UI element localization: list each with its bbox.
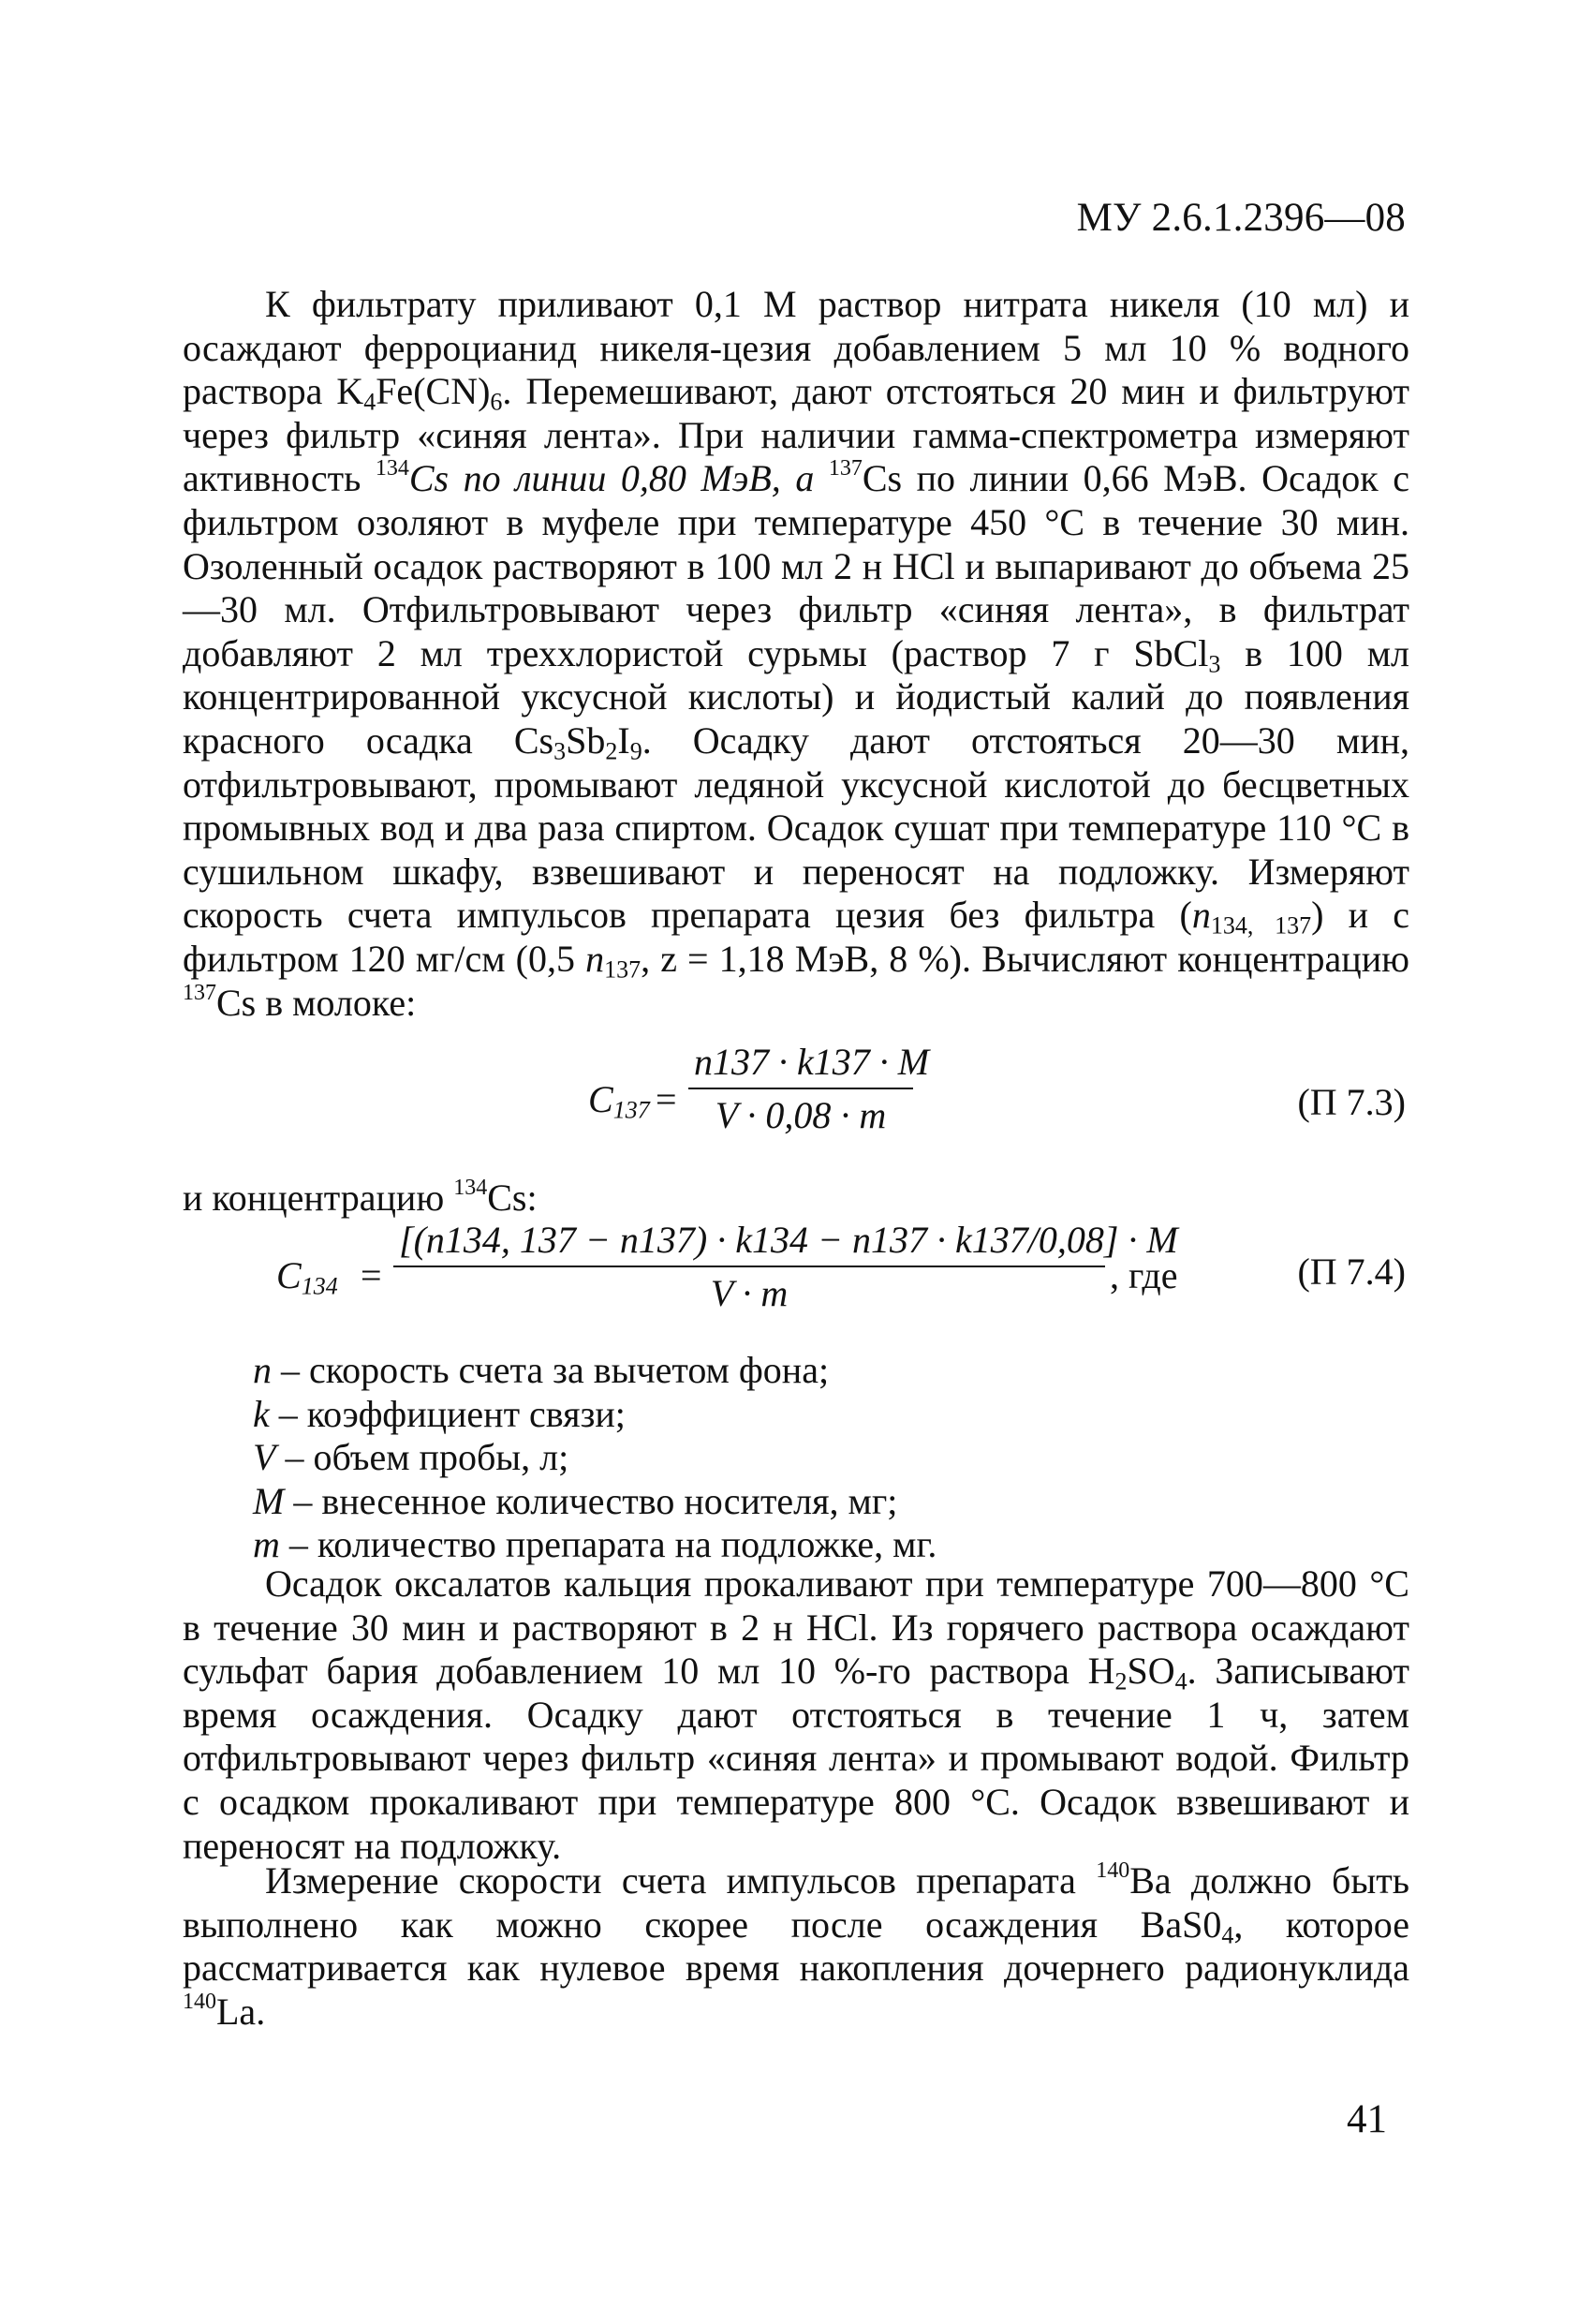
text: Осадок оксалатов кальция прокаливают при температуре 700—800 °С в течение 30 мин и растворяют в 2 н HCl. Из горячего раствора осаждают сульфат бария добавлением 10 мл 10 %-го раствора H xyxy=(183,1562,1409,1693)
isotope-mass: 134 xyxy=(375,456,409,481)
isotope-mass: 140 xyxy=(1096,1858,1130,1884)
numerator: n137 · k137 · M xyxy=(688,1040,913,1089)
text: ) и с фильтром 120 мг/см (0,5 xyxy=(183,894,1409,980)
subscript: 3 xyxy=(553,737,567,765)
legend-text: – коэффициент связи; xyxy=(269,1392,626,1435)
legend-text: – внесенное количество носителя, мг; xyxy=(284,1479,898,1522)
isotope-mass: 140 xyxy=(183,1989,216,2014)
subscript: 137 xyxy=(604,955,642,984)
page-number: 41 xyxy=(1347,2097,1387,2141)
text: Измерение скорости счета импульсов препарата xyxy=(265,1859,1097,1902)
equals-sign: = xyxy=(361,1254,382,1296)
legend-item xyxy=(253,1436,937,1480)
text: I xyxy=(617,718,630,762)
numerator: [(n134, 137 − n137) · k134 − n137 · k137/0,08] · M xyxy=(393,1218,1105,1267)
symbol: n xyxy=(1191,894,1211,937)
conc134-intro xyxy=(183,1176,538,1220)
formula-lhs xyxy=(588,1077,650,1124)
equals-sign: = xyxy=(656,1078,677,1120)
legend-item xyxy=(253,1349,937,1393)
legend-item xyxy=(253,1393,937,1437)
text: Sb xyxy=(566,718,606,762)
denominator: V · 0,08 · m xyxy=(715,1094,887,1136)
text: в 100 мл концентрированной уксусной кислоты) и йодистый калий до появления красного осадка Cs xyxy=(183,631,1409,762)
formula-suffix: , где xyxy=(1110,1254,1178,1296)
symbol: C xyxy=(588,1078,613,1120)
text: и концентрацию xyxy=(183,1177,454,1219)
subscript: 6 xyxy=(490,388,503,416)
subscript: 9 xyxy=(629,737,642,765)
text: Cs по линии 0,66 МэВ. Осадок с фильтром озоляют в муфеле при температуре 450 °С в течение 30 мин. Озоленный осадок растворяют в 100 мл 2 н HCl и выпаривают до объема 25—30 мл. Отфильтровывают через фильтр «синяя лента», в фильтрат добавляют 2 мл треххлористой сурьмы (раствор 7 г SbCl xyxy=(183,457,1410,674)
text: Ba должно быть выполнено как можно скорее после осаждения BaS0 xyxy=(183,1859,1409,1946)
paragraph-barium-measurement xyxy=(183,1859,1409,2034)
legend-text: – объем пробы, л; xyxy=(275,1436,569,1479)
symbol: n xyxy=(585,937,605,980)
symbol: n xyxy=(253,1349,272,1391)
symbol: V xyxy=(253,1436,276,1479)
subscript: 2 xyxy=(1114,1667,1128,1695)
text: . Перемешивают, дают отстояться 20 мин и фильтруют через фильтр «синяя лента». При наличии гамма-спектрометра измеряют активность xyxy=(183,370,1409,500)
legend-item xyxy=(253,1523,937,1567)
subscript: 4 xyxy=(1174,1667,1187,1695)
text: , которое рассматривается как нулевое время накопления дочернего радионуклида xyxy=(183,1902,1410,1990)
paragraph-cesium-procedure xyxy=(183,283,1409,1025)
legend-text: – количество препарата на подложке, мг. xyxy=(279,1523,937,1566)
isotope-mass: 134 xyxy=(453,1176,488,1201)
text: Cs: xyxy=(487,1177,538,1219)
subscript: 4 xyxy=(1221,1921,1234,1949)
formula-label: (П 7.3) xyxy=(1297,1081,1406,1123)
isotope-mass: 137 xyxy=(828,456,863,481)
symbol: C xyxy=(276,1254,302,1296)
symbol: m xyxy=(253,1523,280,1566)
fraction xyxy=(688,1040,930,1137)
text: . Осадку дают отстояться 20—30 мин, отфильтровывают, промывают ледяной уксусной кислотой до бесцветных промывных вод и два раза спиртом. Осадок сушат при температуре 110 °С в сушильном шкафу, взвешивают и переносят на подложку. Измеряют скорость счета импульсов препарата цезия без фильтра ( xyxy=(183,718,1409,937)
text: La. xyxy=(216,1990,266,2033)
formula-lhs xyxy=(276,1253,338,1300)
document-code: МУ 2.6.1.2396—08 xyxy=(1076,196,1406,240)
subscript: 134, 137 xyxy=(1210,911,1312,940)
text: . Записывают время осаждения. Осадку дают отстояться в течение 1 ч, затем отфильтровывают через фильтр «синяя лента» и промывают водой. Фильтр с осадком прокаливают при температуре 800 °С. Осадок взвешивают и переносят на подложку. xyxy=(183,1650,1409,1867)
subscript: 3 xyxy=(1208,650,1221,678)
text: Fe(CN) xyxy=(376,370,491,413)
legend-text: – скорость счета за вычетом фона; xyxy=(272,1349,830,1391)
symbol: k xyxy=(253,1392,270,1435)
legend-item xyxy=(253,1480,937,1524)
text: SO xyxy=(1127,1650,1175,1693)
symbol: M xyxy=(253,1479,285,1522)
isotope-mass: 137 xyxy=(183,980,216,1005)
paragraph-barium-procedure xyxy=(183,1562,1409,1868)
denominator: V · m xyxy=(710,1272,789,1314)
variable-legend xyxy=(253,1349,937,1567)
text: Cs по линии 0,80 МэВ, а xyxy=(408,457,829,500)
subscript: 4 xyxy=(363,388,376,416)
subscript: 134 xyxy=(301,1272,338,1300)
text: , z = 1,18 МэВ, 8 %). Вычисляют концентрацию xyxy=(641,937,1410,980)
subscript: 137 xyxy=(612,1096,650,1124)
text: К фильтрату приливают 0,1 М раствор нитрата никеля (10 мл) и осаждают ферроцианид никеля-цезия добавлением 5 мл 10 % водного раствора K xyxy=(183,283,1409,413)
formula-label: (П 7.4) xyxy=(1297,1251,1406,1293)
subscript: 2 xyxy=(605,737,618,765)
text: Cs в молоке: xyxy=(216,981,417,1024)
